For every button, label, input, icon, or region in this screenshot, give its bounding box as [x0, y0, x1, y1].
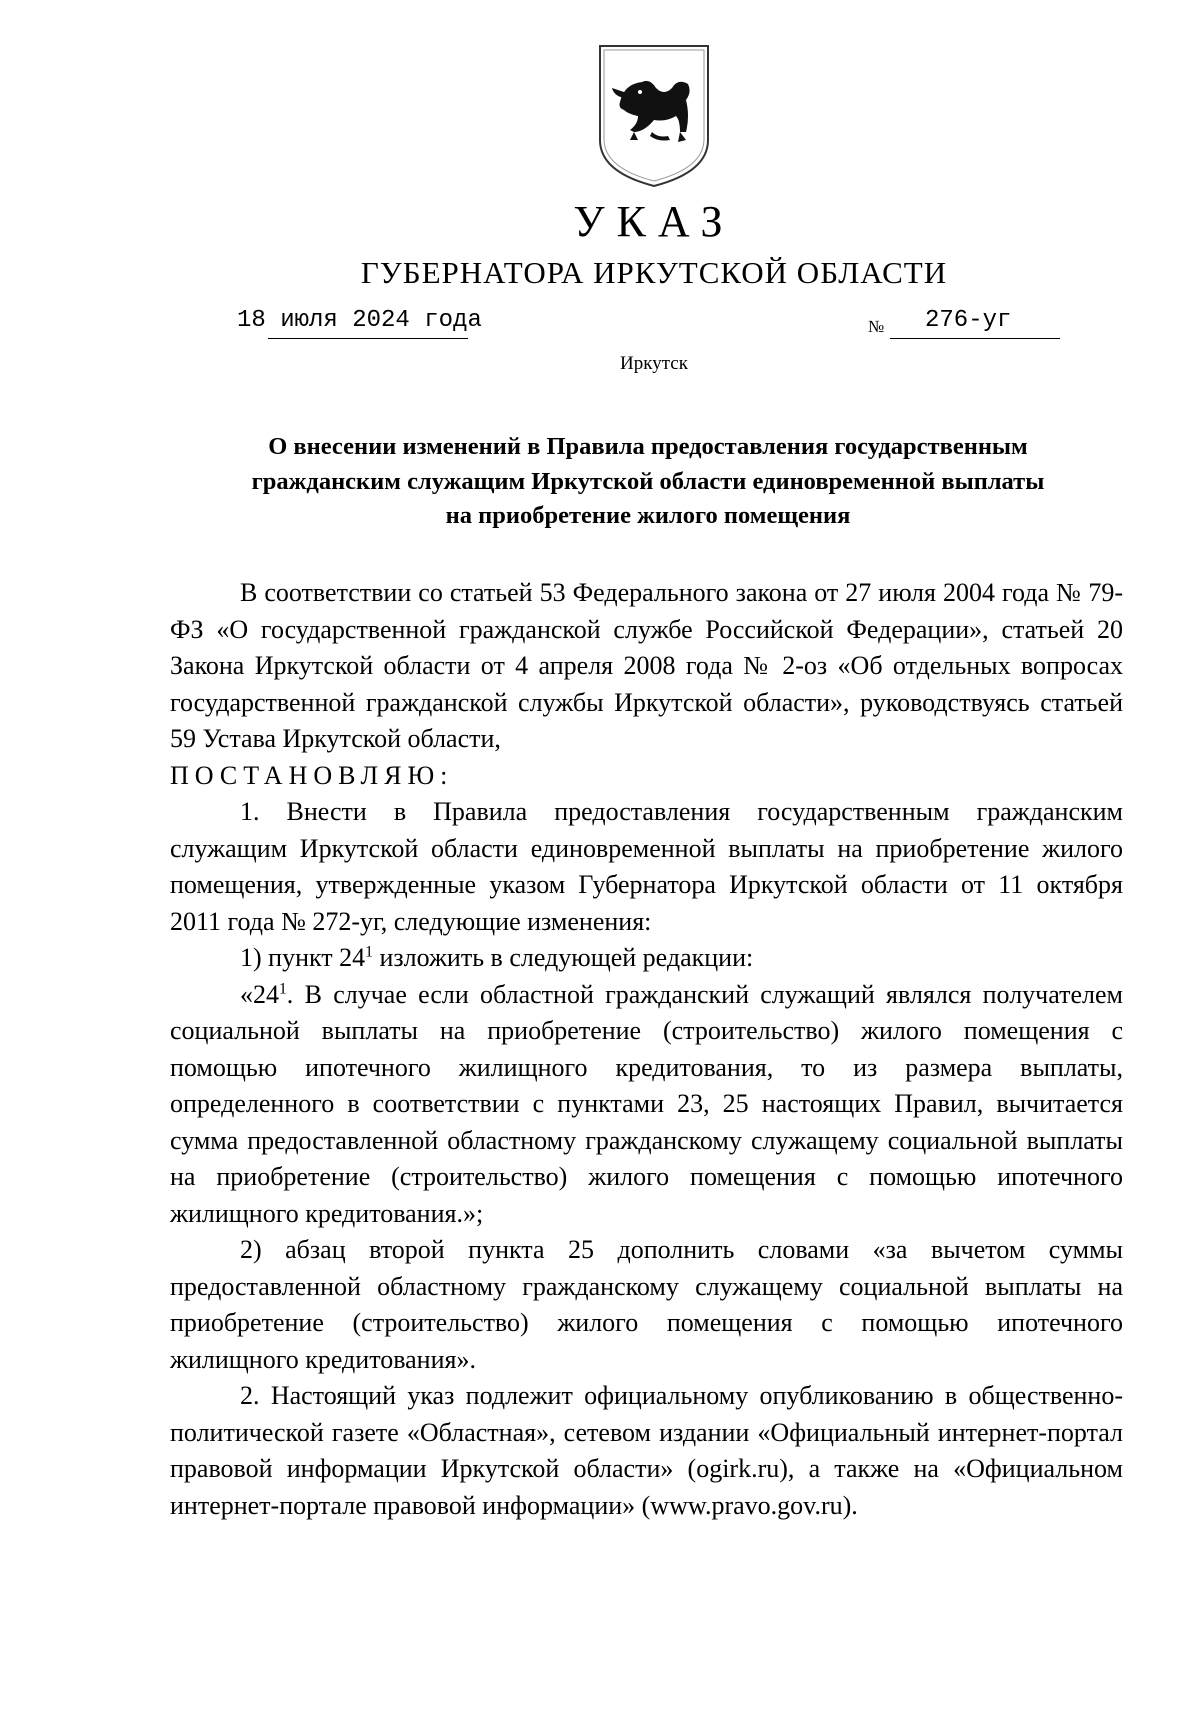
- heading-line: гражданским служащим Иркутской области единовременной выплаты: [251, 467, 1045, 495]
- decree-date: 18 июля 2024 года: [237, 307, 482, 334]
- resolve-word: ПОСТАНОВЛЯЮ:: [170, 760, 454, 790]
- superscript: 1: [279, 980, 287, 998]
- item-2-paragraph: 2. Настоящий указ подлежит официальному опубликованию в общественно-политической газете «Областная», сетевом издании «Официальный интернет-портал правовой информации Иркутской области» (ogirk.ru), а также на «Официальном интернет-портале правовой информации» (www.pravo.gov.ru).: [170, 1381, 1123, 1520]
- superscript: 1: [365, 943, 373, 961]
- number-underline: [890, 338, 1060, 339]
- quoted-clause-text: . В случае если областной гражданский служащий являлся получателем социальной выплаты на приобретение (строительство) жилого помещения с помощью ипотечного жилищного кредитования, то из размера выплаты, определенного в соответствии с пунктами 23, 25 настоящих Правил, вычитается сумма предоставленной областному гражданскому служащему социальной выплаты на приобретение (строительство) жилого помещения с помощью ипотечного жилищного кредитования.»;: [170, 979, 1123, 1228]
- quoted-clause-paragraph: [170, 977, 1123, 1233]
- date-underline: [268, 338, 468, 339]
- coat-of-arms-icon: [594, 40, 714, 190]
- heading-line: на приобретение жилого помещения: [445, 502, 851, 529]
- item-1-2-paragraph: 2) абзац второй пункта 25 дополнить словами «за вычетом суммы предоставленной областному гражданскому служащему социальной выплаты на приобретение (строительство) жилого помещения с помощью ипотечного жилищного кредитования».: [170, 1235, 1123, 1374]
- item-1-1-text-rest: изложить в следующей редакции:: [372, 943, 754, 972]
- issuer-title: ГУБЕРНАТОРА ИРКУТСКОЙ ОБЛАСТИ: [360, 255, 948, 290]
- document-heading: [168, 430, 1128, 534]
- preamble-paragraph: В соответствии со статьей 53 Федерального закона от 27 июля 2004 года № 79-ФЗ «О государственной гражданской службе Российской Федерации», статьей 20 Закона Иркутской области от 4 апреля 2008 года № 2-оз «Об отдельных вопросах государственной гражданской службы Иркутской области», руководствуясь статьей 59 Устава Иркутской области,: [170, 578, 1123, 753]
- issue-city: Иркутск: [620, 353, 688, 374]
- decree-number: 276-уг: [925, 307, 1012, 334]
- heading-line: О внесении изменений в Правила предоставления государственным: [268, 433, 1028, 460]
- quoted-clause-start: «24: [240, 979, 279, 1009]
- number-sign: №: [868, 317, 885, 336]
- irkutsk-coat-of-arms-emblem: [594, 40, 714, 190]
- document-type-title: УКАЗ: [573, 197, 735, 246]
- document-body: [170, 575, 1123, 1524]
- item-1-1-paragraph: [170, 940, 1123, 977]
- item-1-paragraph: 1. Внести в Правила предоставления государственным гражданским служащим Иркутской области единовременной выплаты на приобретение жилого помещения, утвержденные указом Губернатора Иркутской области от 11 октября 2011 года № 272-уг, следующие изменения:: [170, 797, 1123, 936]
- item-1-1-text: 1) пункт 24: [240, 943, 366, 972]
